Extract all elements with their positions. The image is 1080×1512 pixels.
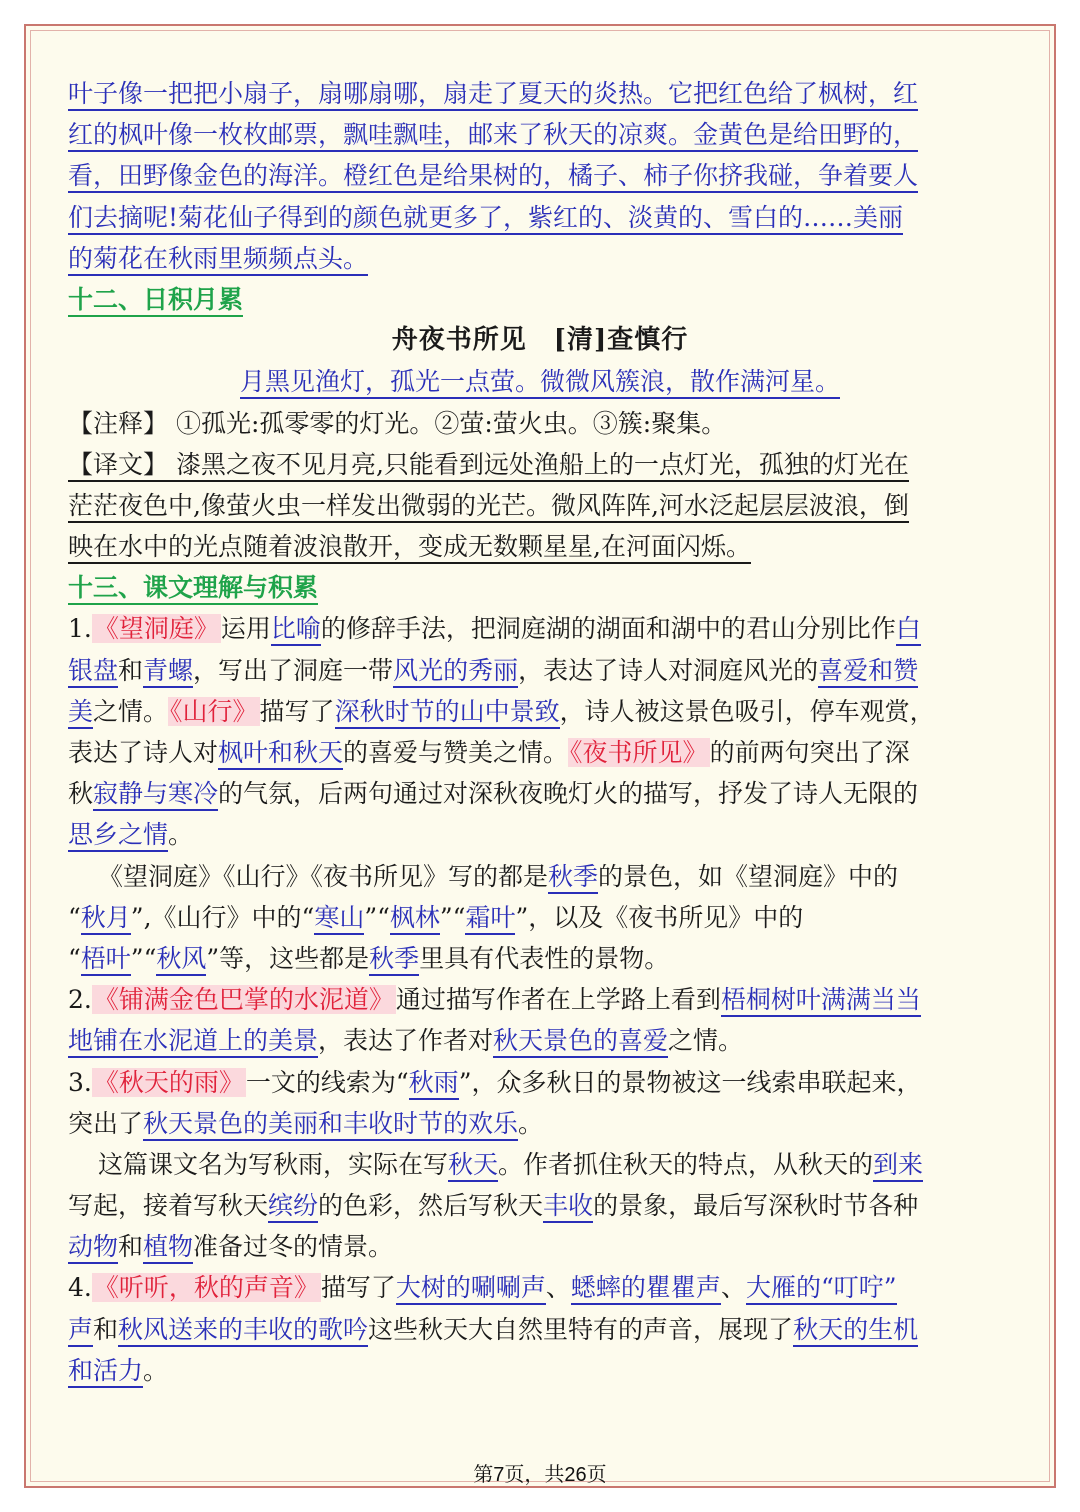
item-4-line-3: 和活力。 xyxy=(68,1350,1012,1391)
page-number: 第7页，共26页 xyxy=(473,1464,607,1486)
intro-line-5: 的菊花在秋雨里频频点头。 xyxy=(68,238,1012,279)
item-3b-line-1: 这篇课文名为写秋雨，实际在写秋天。作者抓住秋天的特点，从秋天的到来 xyxy=(68,1144,1012,1185)
poem-translation-2: 茫茫夜色中,像萤火虫一样发出微弱的光芒。微风阵阵,河水泛起层层波浪，倒 xyxy=(68,485,1012,526)
section-13-heading: 十三、课文理解与积累 xyxy=(68,567,1012,608)
title-qiutiandeyu: 《秋天的雨》 xyxy=(93,1067,244,1097)
item-1b-line-3: “梧叶”“秋风”等，这些都是秋季里具有代表性的景物。 xyxy=(68,938,1012,979)
item-1b-line-1: 《望洞庭》《山行》《夜书所见》写的都是秋季的景色，如《望洞庭》中的 xyxy=(68,856,1012,897)
document-body xyxy=(68,73,1012,1391)
title-pumanjinse: 《铺满金色巴掌的水泥道》 xyxy=(93,985,394,1015)
item-4-line-1: 4.《听听，秋的声音》描写了大树的唰唰声、蟋蟀的瞿瞿声、大雁的“叮咛” xyxy=(68,1267,1012,1308)
intro-line-2: 红的枫叶像一枚枚邮票，飘哇飘哇，邮来了秋天的凉爽。金黄色是给田野的， xyxy=(68,114,1012,155)
poem-title: 舟夜书所见 [清]查慎行 xyxy=(391,325,689,356)
item-2-line-1: 2.《铺满金色巴掌的水泥道》通过描写作者在上学路上看到梧桐树叶满满当当 xyxy=(68,979,1012,1020)
item-1-line-5: 秋寂静与寒冷的气氛，后两句通过对深秋夜晚灯火的描写，抒发了诗人无限的 xyxy=(68,773,1012,814)
poem-translation-1: 【译文】 漆黑之夜不见月亮,只能看到远处渔船上的一点灯光，孤独的灯光在 xyxy=(68,444,1012,485)
item-1-line-1: 1.《望洞庭》运用比喻的修辞手法，把洞庭湖的湖面和湖中的君山分别比作白 xyxy=(68,608,1012,649)
intro-line-1: 叶子像一把把小扇子，扇哪扇哪，扇走了夏天的炎热。它把红色给了枫树，红 xyxy=(68,73,1012,114)
intro-line-4: 们去摘呢!菊花仙子得到的颜色就更多了，紫红的、淡黄的、雪白的……美丽 xyxy=(68,197,1012,238)
item-1-line-6: 思乡之情。 xyxy=(68,814,1012,855)
title-shanxing: 《山行》 xyxy=(170,696,258,726)
title-yeshusuojian: 《夜书所见》 xyxy=(570,738,708,767)
item-1-line-2: 银盘和青螺，写出了洞庭一带风光的秀丽，表达了诗人对洞庭风光的喜爱和赞 xyxy=(68,650,1012,691)
item-3-line-1: 3.《秋天的雨》一文的线索为“秋雨”，众多秋日的景物被这一线索串联起来， xyxy=(68,1062,1012,1103)
title-tingtingqiudeshengyin: 《听听，秋的声音》 xyxy=(93,1273,319,1303)
intro-line-3: 看，田野像金色的海洋。橙红色是给果树的，橘子、柿子你挤我碰，争着要人 xyxy=(68,155,1012,196)
item-3-line-2: 突出了秋天景色的美丽和丰收时节的欢乐。 xyxy=(68,1103,1012,1144)
item-2-line-2: 地铺在水泥道上的美景，表达了作者对秋天景色的喜爱之情。 xyxy=(68,1020,1012,1061)
section-12-heading: 十二、日积月累 xyxy=(68,279,1012,320)
item-4-line-2: 声和秋风送来的丰收的歌吟这些秋天大自然里特有的声音，展现了秋天的生机 xyxy=(68,1309,1012,1350)
poem-translation-3: 映在水中的光点随着波浪散开，变成无数颗星星,在河面闪烁。 xyxy=(68,526,1012,567)
poem-notes: 【注释】 ①孤光:孤零零的灯光。②萤:萤火虫。③簇:聚集。 xyxy=(68,408,727,438)
item-1-line-4: 表达了诗人对枫叶和秋天的喜爱与赞美之情。《夜书所见》的前两句突出了深 xyxy=(68,732,1012,773)
item-3b-line-2: 写起，接着写秋天缤纷的色彩，然后写秋天丰收的景象，最后写深秋时节各种 xyxy=(68,1185,1012,1226)
title-wangdongting: 《望洞庭》 xyxy=(93,614,219,644)
item-1-line-3: 美之情。《山行》描写了深秋时节的山中景致，诗人被这景色吸引，停车观赏， xyxy=(68,691,1012,732)
poem-text: 月黑见渔灯，孤光一点萤。微微风簇浪，散作满河星。 xyxy=(68,361,1012,402)
item-3b-line-3: 动物和植物准备过冬的情景。 xyxy=(68,1226,1012,1267)
item-1b-line-2: “秋月”,《山行》中的“寒山”“枫林”“霜叶”，以及《夜书所见》中的 xyxy=(68,897,1012,938)
